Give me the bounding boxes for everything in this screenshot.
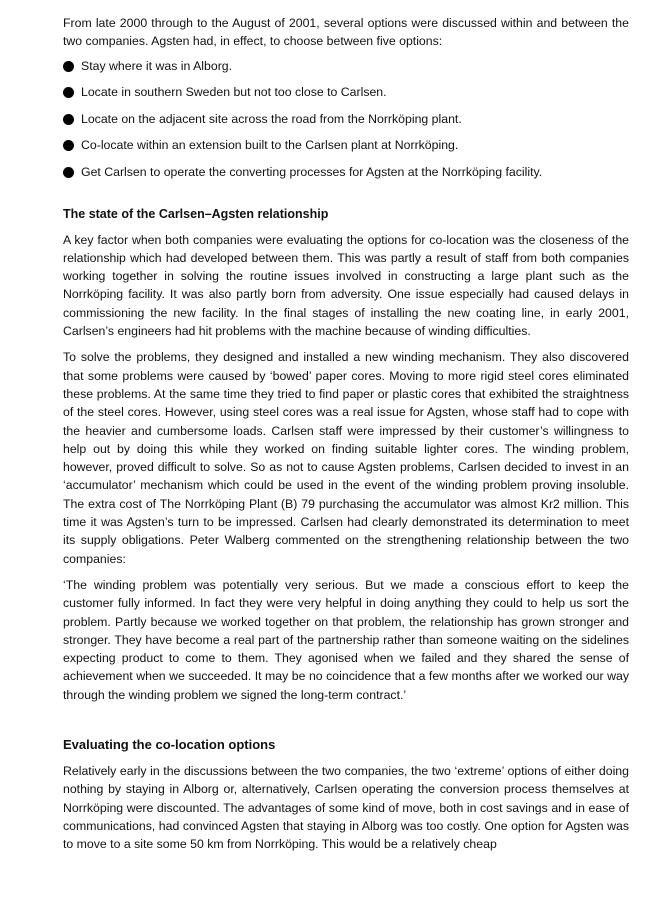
option-item [63,136,629,154]
bullet-icon [63,87,74,98]
section-heading-relationship: The state of the Carlsen–Agsten relationship [63,206,329,221]
relationship-paragraph-1: A key factor when both companies were evaluating the options for co-location was the closeness of the relationship which had developed between them. This was partly a result of staff from both companies working together in solving the routine issues involved in constructing a large plant such as the Norrköping facility. It was also partly born from adversity. One issue especially had caused delays in commissioning the new facility. In the final stages of installing the new coating line, in early 2001, Carlsen’s engineers had hit problems with the machine because of winding difficulties. [63,232,629,339]
relationship-paragraph-2: To solve the problems, they designed and installed a new winding mechanism. They also discovered that some problems were caused by ‘bowed’ paper cores. Moving to more rigid steel cores eliminated these problems. At the same time they tried to find paper or plastic cores that exhibited the straightness of the steel cores. However, using steel cores was a real issue for Agsten, whose staff had to cope with the heavier and cumbersome loads. Carlsen staff were impressed by their customer’s willingness to help out by doing this while they worked on finding suitable lighter cores. The winding problem, however, proved difficult to solve. So as not to cause Agsten problems, Carlsen decided to invest in an ‘accumulator’ mechanism which could be used in the event of the winding problem proving insoluble. The extra cost of The Norrköping Plant (B) 79 purchasing the accumulator was almost Kr2 million. This time it was Agsten’s turn to be impressed. Carlsen had clearly demonstrated its determination to meet its supply obligations. Peter Walberg commented on the strengthening relationship between the two companies: [63,350,629,566]
section-heading-evaluating: Evaluating the co-location options [63,737,276,753]
option-text: Locate on the adjacent site across the road from the Norrköping plant. [81,111,462,126]
option-item [63,110,629,128]
intro-paragraph: From late 2000 through to the August of 2001, several options were discussed within and between the two companies. Agsten had, in effect, to choose between five options: [63,16,629,49]
bullet-icon [63,167,74,178]
document-page [63,14,629,854]
option-item [63,163,629,181]
option-item [63,57,629,75]
option-item [63,83,629,101]
quote-paragraph: ‘The winding problem was potentially very serious. But we made a conscious effort to keep the customer fully informed. In fact they were very helpful in doing anything they could to help us sort the problem. Partly because we worked together on that problem, the relationship has grown stronger and stronger. They have become a real part of the partnership rather than someone waiting on the sidelines expecting product to come to them. They agonised when we failed and they shared the sense of achievement when we succeeded. It may be no coincidence that a few months after we worked our way through the winding problem we signed the long-term contract.’ [63,577,629,702]
options-list [63,57,629,181]
bullet-icon [63,61,74,72]
bullet-icon [63,114,74,125]
option-text: Locate in southern Sweden but not too close to Carlsen. [81,85,387,100]
bullet-icon [63,140,74,151]
option-text: Co-locate within an extension built to the Carlsen plant at Norrköping. [81,138,459,153]
option-text: Stay where it was in Alborg. [81,58,233,73]
option-text: Get Carlsen to operate the converting processes for Agsten at the Norrköping facility. [81,164,543,179]
evaluating-paragraph: Relatively early in the discussions between the two companies, the two ‘extreme’ options of either doing nothing by staying in Alborg or, alternatively, Carlsen operating the conversion process themselves at Norrköping were discounted. The advantages of some kind of move, both in cost savings and in ease of communications, had convinced Agsten that staying in Alborg was too costly. One option for Agsten was to move to a site some 50 km from Norrköping. This would be a relatively cheap [63,764,629,852]
